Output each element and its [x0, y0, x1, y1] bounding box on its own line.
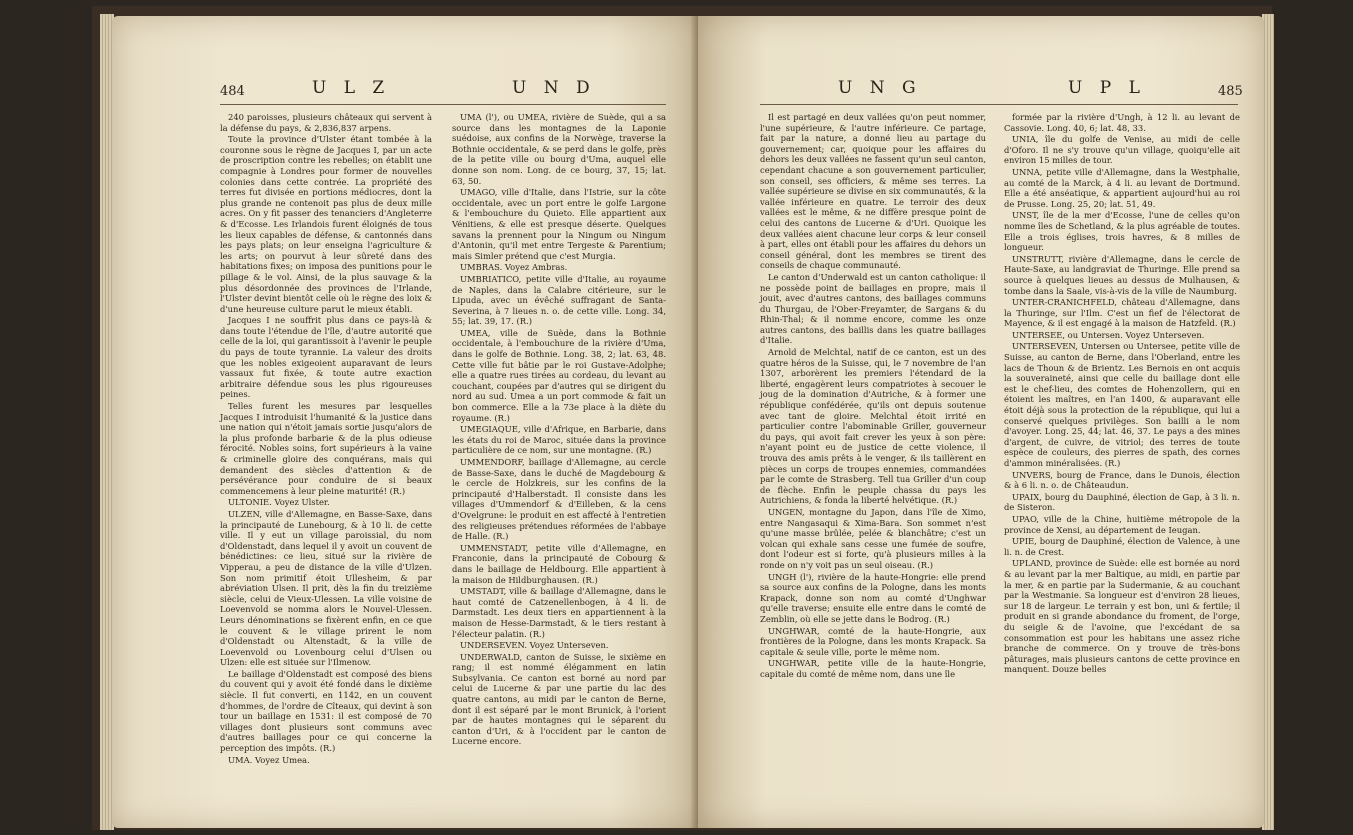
paragraph: UNGH (l'), rivière de la haute-Hongrie: elle prend sa source aux confins de la Pologne, dans les monts Krapack, donne son nom au comté d'Unghwar qu'elle traverse; ensuite elle entre dans le comté de Zemblin, où elle se jette dans le Bodrog. (R.): [760, 571, 986, 624]
paragraph: UMMENDORF, baillage d'Allemagne, au cercle de Basse-Saxe, dans le duché de Magdebourg & le cercle de Holzkreis, sur les confins de la principauté d'Halberstadt. Il consiste dans les villages d'Ummendorf & d'Eilleben, & la cens d'Ovelgrune: le produit en est affecté à l'entretien des religieuses prétendues réformées de l'abbaye de Halle. (R.): [452, 457, 666, 542]
text-column-1: [220, 112, 432, 766]
paragraph: UNGEN, montagne du Japon, dans l'île de Ximo, entre Nangasaqui & Xima-Bara. Son sommet n'est qu'une masse brûlée, pelée & blanchâtre; c'est un volcan qui exhale sans cesse une fumée de soufre, dont l'odeur est si forte, qu'à plusieurs milles à la ronde on n'y voit pas un seul oiseau. (R.): [760, 506, 986, 570]
paragraph: Arnold de Melchtal, natif de ce canton, est un des quatre héros de la Suisse, qui, le 7 novembre de l'an 1307, arborèrent les premiers l'étendard de la liberté, engagèrent leurs compatriotes à secouer le joug de la domination d'Autriche, & à former une république confédérée, qu'ils ont depuis soutenue avec tant de gloire. Melchtal étoit irrité en particulier contre l'abominable Griller, gouverneur du pays, qui avoit fait crever les yeux à son père: n'ayant point eu de justice de cette violence, il trouva des amis prêts à le venger, & ils taillèrent en pièces un corps de troupes ennemies, commandées par le comte de Strasberg. Tell tua Griller d'un coup de flèche. Enfin le peuple chassa du pays les Autrichiens, & fonda la liberté helvétique. (R.): [760, 347, 986, 506]
paragraph: UMEGIAQUE, ville d'Afrique, en Barbarie, dans les états du roi de Maroc, située dans la province particulière de ce nom, sur une montagne. (R.): [452, 424, 666, 456]
paragraph: UMA (l'), ou UMEA, rivière de Suède, qui a sa source dans les montagnes de la Laponie suédoise, aux confins de la Norwège, traverse la Bothnie occidentale, & se perd dans le golfe, près de la petite ville ou bourg d'Uma, auquel elle donne son nom. Long. de ce bourg, 37, 15; lat. 63, 50.: [452, 112, 666, 186]
paragraph: UMBRAS. Voyez Ambras.: [460, 262, 568, 273]
paragraph: UPAO, ville de la Chine, huitième métropole de la province de Xensi, au département de Ieugan.: [1004, 513, 1240, 535]
header-rule: [220, 104, 666, 105]
paragraph: Le canton d'Underwald est un canton catholique: il ne possède point de baillages en propre, mais il jouit, avec d'autres cantons, des baillages communs du Thurgau, de l'Ober-Freyamter, de Sargans & du Rhin-Thal; & il nomme encore, comme les onze autres cantons, des baillis dans les quatre baillages d'Italie.: [760, 271, 986, 346]
paragraph: UMAGO, ville d'Italie, dans l'Istrie, sur la côte occidentale, avec un port entre le golfe Largone & l'embouchure du Quieto. Elle appartient aux Vénitiens, & elle est presque déserte. Quelques savans la prennent pour la Ningum ou Ningum d'Antonin, qu'il met entre Tergeste & Parentium; mais Simler prétend que c'est Murgia.: [452, 187, 666, 261]
paragraph: UNSTRUTT, rivière d'Allemagne, dans le cercle de Haute-Saxe, au landgraviat de Thuringe. Elle prend sa source à quelques lieues au dessus de Mulhausen, & tombe dans la Saale, vis-à-vis de la ville de Naumburg.: [1004, 253, 1240, 296]
running-head-right: U P L: [1068, 78, 1146, 98]
paragraph: Telles furent les mesures par lesquelles Jacques I introduisit l'humanité & la justice dans une nation qui n'étoit jamais sortie jusqu'alors de la plus profonde barbarie & de la plus odieuse férocité. Nobles soins, fort supérieurs à la vaine & criminelle gloire des conquérans, mais qui demandent des siècles d'attention & de persévérance pour conduire de si beaux commencemens à leur pleine maturité! (R.): [220, 401, 432, 496]
running-head-left: U L Z: [312, 78, 391, 98]
paragraph: Jacques I ne souffrit plus dans ce pays-là & dans toute l'étendue de l'île, d'autre autorité que celle de la loi, qui garantissoit à l'avenir le peuple du pays de toute tyrannie. La valeur des droits que les nobles exigeoient auparavant de leurs vassaux fut fixée, & toute autre exaction arbitraire défendue sous les plus rigoureuses peines.: [220, 315, 432, 400]
right-page: [698, 16, 1264, 828]
paragraph: formée par la rivière d'Ungh, à 12 li. au levant de Cassovie. Long. 40, 6; lat. 48, 33.: [1004, 112, 1240, 133]
running-head-right: U N D: [512, 78, 596, 98]
paragraph: UPAIX, bourg du Dauphiné, élection de Gap, à 3 li. n. de Sisteron.: [1004, 491, 1240, 513]
paragraph: UNST, île de la mer d'Ecosse, l'une de celles qu'on nomme îles de Schetland, & la plus agréable de toutes. Elle a trois églises, trois havres, & 8 milles de longueur.: [1004, 210, 1240, 253]
text-column-1: [760, 112, 986, 680]
paragraph: UMBRIATICO, petite ville d'Italie, au royaume de Naples, dans la Calabre citérieure, sur le Lipuda, avec un évêché suffragant de Santa-Severina, à 7 lieues n. o. de cette ville. Long. 34, 55; lat. 39, 17. (R.): [452, 273, 666, 327]
running-head-left: U N G: [838, 78, 922, 98]
paragraph: UPLAND, province de Suède: elle est bornée au nord & au levant par la mer Baltique, au midi, en partie par la mer, & en partie par la Sudermanie, & au couchant par la Westmanie. Sa longueur est d'environ 28 lieues, sur 18 de largeur. Le terrain y est bon, uni & fertile; il produit en si grande abondance du froment, de l'orge, du seigle & de l'avoine, que l'excédant de sa consommation est pour les habitans une assez riche branche de commerce. On y trouve de très-bons pâturages, mais plusieurs cantons de cette province en manquent. Douze belles: [1004, 558, 1240, 675]
page-number-right: 485: [1218, 84, 1243, 99]
text-column-2: [1004, 112, 1240, 676]
paragraph: Le baillage d'Oldenstadt est composé des biens du couvent qui y avoit été fondé dans le dixième siècle. Il fut converti, en 1142, en un couvent d'hommes, de l'ordre de Cîteaux, qui devint à son tour un baillage en 1531: il est composé de 70 villages dont plusieurs sont communs avec d'autres baillages pour ce qui concerne la perception des impôts. (R.): [220, 668, 432, 754]
paragraph: UNTER-CRANICHFELD, château d'Allemagne, dans la Thuringe, sur l'Ilm. C'est un fief de l'électorat de Mayence, & il est engagé à la maison de Hatzfeld. (R.): [1004, 297, 1240, 329]
paragraph: UPIE, bourg de Dauphiné, élection de Valence, à une li. n. de Crest.: [1004, 536, 1240, 557]
paragraph: UNGHWAR, comté de la haute-Hongrie, aux frontières de la Pologne, dans les monts Krapack. Sa capitale & seule ville, porte le même nom.: [760, 625, 986, 657]
paragraph: UNTERSEE, ou Untersen. Voyez Unterseven.: [1012, 329, 1205, 340]
paragraph: Il est partagé en deux vallées qu'on peut nommer, l'une supérieure, & l'autre inférieure. Ce partage, fait par la nature, a donné lieu au partage du gouvernement; car, quoique pour les affaires du dehors les deux vallées ne fassent qu'un seul canton, cependant chacune a son gouvernement particulier, son conseil, ses officiers, & même ses terres. La vallée supérieure se divise en six communautés, & la vallée inférieure en quatre. Le terroir des deux vallées est le même, & ne diffère presque point de celui des cantons de Lucerne & d'Uri. Quoique les deux vallées aient chacune leur corps & leur conseil à part, elles ont établi pour les affaires du dehors un conseil général, dont les membres se tirent des conseils de chaque communauté.: [760, 112, 986, 271]
paragraph: UMA. Voyez Umea.: [228, 754, 310, 765]
paragraph: ULTONIE. Voyez Ulster.: [228, 497, 330, 508]
paragraph: UMSTADT, ville & baillage d'Allemagne, dans le haut comté de Catzenellenbogen, à 4 li. de Darmstadt. Les deux tiers en appartiennent à la maison de Hesse-Darmstadt, & le tiers restant à l'électeur palatin. (R.): [452, 586, 666, 639]
paragraph: 240 paroisses, plusieurs châteaux qui servent à la défense du pays, & 2,836,837 arpens.: [220, 112, 432, 133]
page-number-left: 484: [220, 84, 245, 99]
paragraph: UNDERWALD, canton de Suisse, le sixième en rang; il est nommé élégamment en latin Subsylvania. Ce canton est borné au nord par celui de Lucerne & par une partie du lac des quatre cantons, au midi par le canton de Berne, dont il est séparé par le mont Brunick, à l'orient par de hautes montagnes qui le séparent du canton d'Uri, & à l'occident par le canton de Lucerne encore.: [452, 651, 666, 747]
paragraph: UMMENSTADT, petite ville d'Allemagne, en Franconie, dans la principauté de Cobourg & dans le baillage de Heldbourg. Elle appartient à la maison de Hildburghausen. (R.): [452, 542, 666, 585]
paragraph: UNNA, petite ville d'Allemagne, dans la Westphalie, au comté de la Marck, à 4 li. au levant de Dortmund. Elle a été anséatique, & appartient aujourd'hui au roi de Prusse. Long. 25, 20; lat. 51, 49.: [1004, 166, 1240, 209]
paragraph: Toute la province d'Ulster étant tombée à la couronne sous le règne de Jacques I, par un acte de proscription contre les rebelles; on établit une compagnie à Londres pour former de nouvelles colonies dans cette contrée. La propriété des terres fut divisée en portions médiocres, dont la plus grande ne contenoit pas plus de deux mille acres. On y fit passer des tenanciers d'Angleterre & d'Ecosse. Les Irlandois furent éloignés de tous les lieux capables de défense, & cantonnés dans les pays plats; on leur enseigna l'agriculture & les arts; on pourvut à leur sûreté dans des habitations fixes; on imposa des punitions pour le pillage & le vol. Ainsi, de la plus sauvage & la plus désordonnée des provinces de l'Irlande, l'Ulster devint bientôt celle où le règne des loix & d'une heureuse culture parut le mieux établi.: [220, 134, 432, 314]
text-column-2: [452, 112, 666, 748]
paragraph: UNVERS, bourg de France, dans le Dunois, élection & à 6 li. n. o. de Châteaudun.: [1004, 469, 1240, 491]
paragraph: UNDERSEVEN. Voyez Unterseven.: [460, 640, 609, 651]
paragraph: ULZEN, ville d'Allemagne, en Basse-Saxe, dans la principauté de Lunebourg, & à 10 li. de cette ville. Il y eut un village paroissial, du nom d'Oldenstadt, dans lequel il y avoit un couvent de bénédictines: ce lieu, situé sur la rivière de Vipperau, a peu de distance de la ville d'Ulzen. Son nom primitif étoit Ullesheim, & par abréviation Ulsen. Il prit, dès la fin du treizième siècle, celui de Vieux-Ulessen. La ville voisine de Loevenvold se nomma alors le Nouvel-Ulessen. Leurs dénominations se fixèrent enfin, en ce que le couvent & le village prirent le nom d'Oldenstadt ou Altenstadt, & la ville de Loevenvold ou Lovenbourg celui d'Ulsen ou Ulzen: elle est située sur l'Ilmenow.: [220, 508, 432, 668]
paragraph: UMEA, ville de Suède, dans la Bothnie occidentale, à l'embouchure de la rivière d'Uma, dans le golfe de Bothnie. Long. 38, 2; lat. 63, 48. Cette ville fut bâtie par le roi Gustave-Adolphe; elle a quatre rues tirées au cordeau, du levant au couchant, coupées par d'autres qui se dirigent du nord au sud. Umea a un port commode & fait un bon commerce. Elle a la 73e place à la diète du royaume. (R.): [452, 327, 666, 423]
header-rule: [760, 104, 1238, 105]
paragraph: UNIA, île du golfe de Venise, au midi de celle d'Oforo. Il ne s'y trouve qu'un village, quoiqu'elle ait environ 15 milles de tour.: [1004, 134, 1240, 166]
left-page: [112, 16, 698, 828]
paragraph: UNTERSEVEN, Untersen ou Untersee, petite ville de Suisse, au canton de Berne, dans l'Oberland, entre les lacs de Thoun & de Brientz. Les Bernois en ont acquis la souveraineté, ainsi que celle du baillage dont elle est le chef-lieu, des comtes de Hohenzollern, qui en étoient les maîtres, en l'an 1400, & auparavant elle étoit déjà sous la protection de la république, qui lui a conservé quelques privilèges. Son bailli a le nom d'avoyer. Long. 25, 44; lat. 46, 37. Le pays a des mines d'argent, de cuivre, de vitriol; des terres de toute espèce de couleurs, des pierres de spath, des cornes d'ammon minéralisées. (R.): [1004, 341, 1240, 468]
paragraph: UNGHWAR, petite ville de la haute-Hongrie, capitale du comté de même nom, dans une île: [760, 658, 986, 679]
